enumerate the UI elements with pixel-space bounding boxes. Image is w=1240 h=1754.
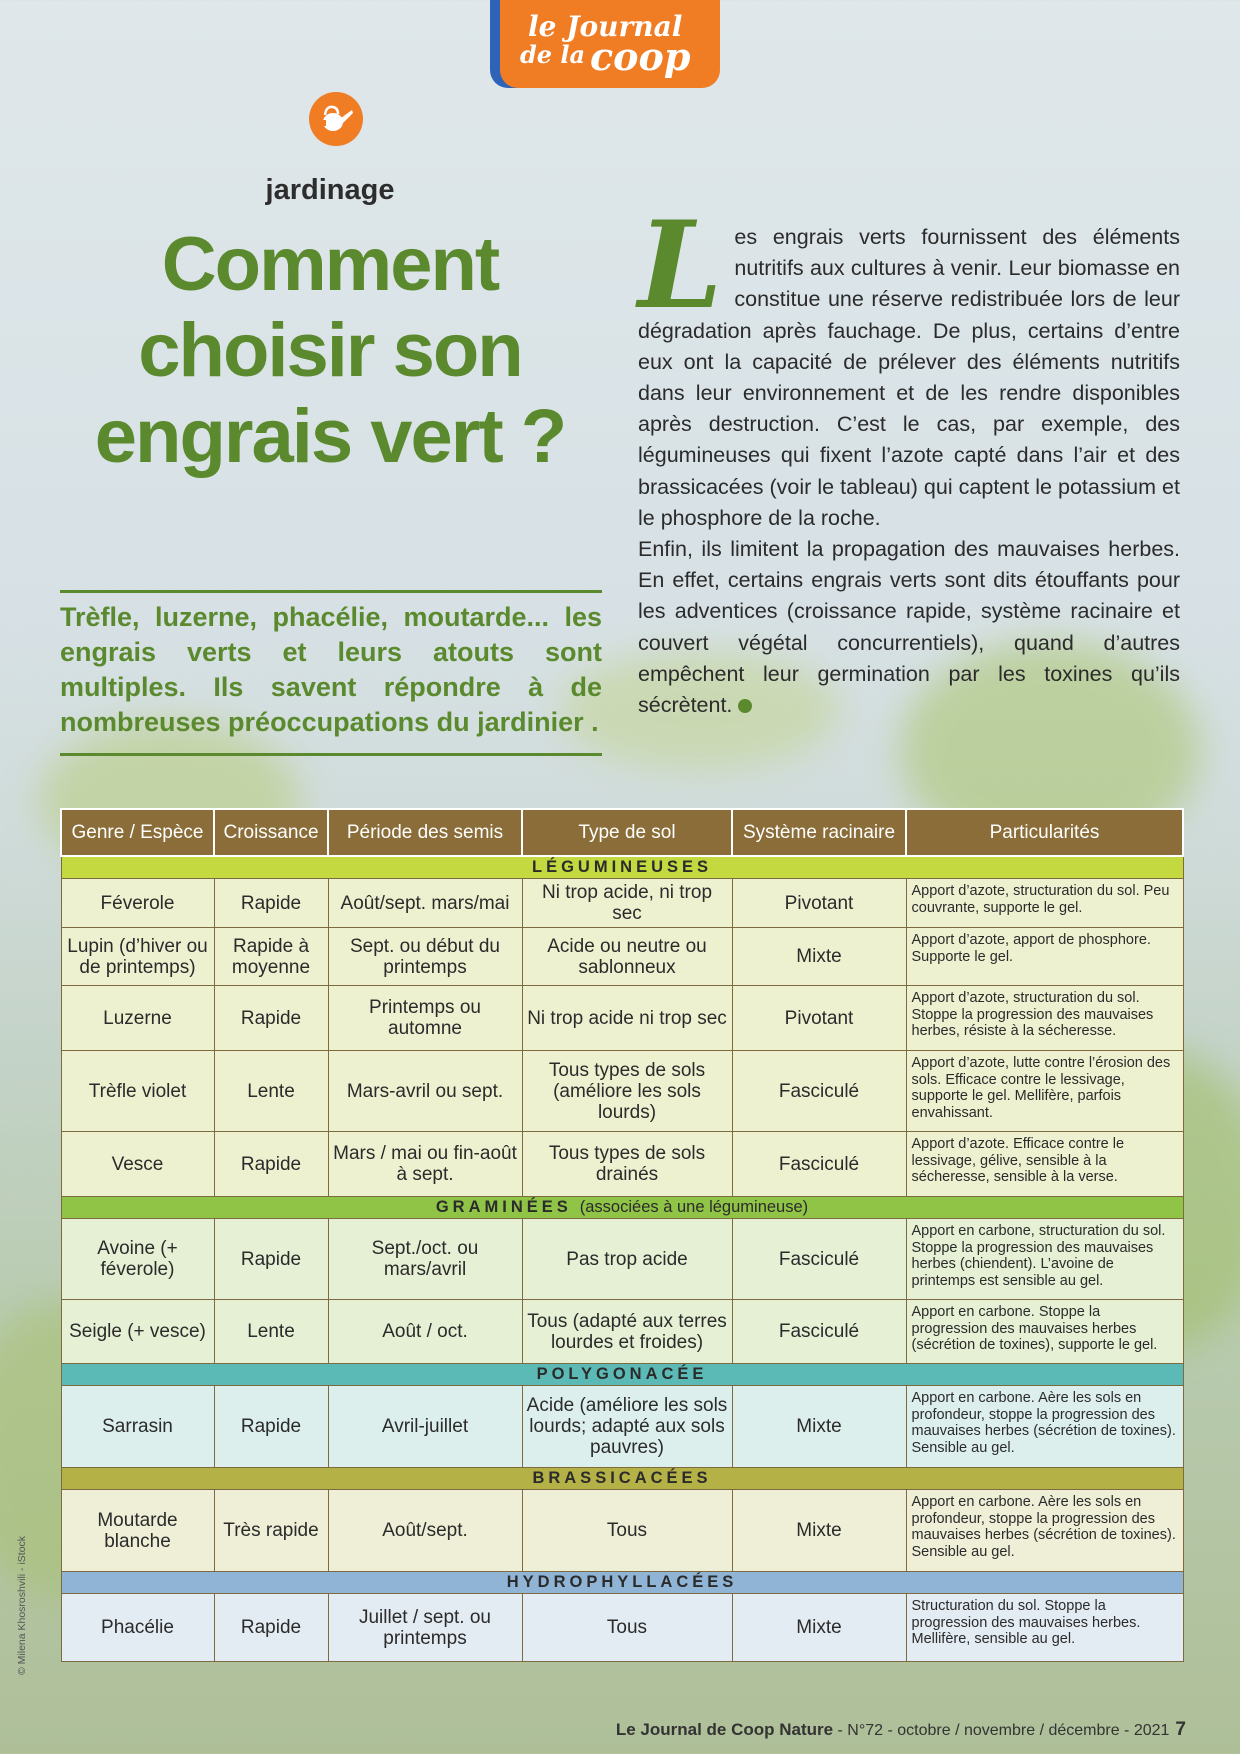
journal-logo [500,0,720,88]
table-row [61,1300,1183,1364]
cell-particularites: Apport en carbone. Stoppe la progression des mauvaises herbes (sécrétion de toxines), supporte le gel. [906,1300,1183,1364]
header-genre: Genre / Espèce [61,809,214,856]
header-particularites: Particularités [906,809,1183,856]
cell-espece: Sarrasin [61,1386,214,1468]
table-row [61,879,1183,928]
watering-can-icon [309,92,363,146]
header-type-sol: Type de sol [522,809,732,856]
cell-type-sol: Tous [522,1490,732,1572]
cell-espece: Moutarde blanche [61,1490,214,1572]
lead-bottom-rule [60,753,602,756]
logo-line1: le Journal [528,10,683,43]
cell-croissance: Rapide [214,986,328,1051]
cell-particularites: Apport en carbone, structuration du sol. Stoppe la progression des mauvaises herbes (chiendent). L’avoine de printemps est sensible au gel. [906,1219,1183,1300]
cell-type-sol: Tous types de sols drainés [522,1132,732,1197]
drop-cap: L [638,195,723,336]
body-paragraph-1: es engrais verts fournissent des éléments nutritifs aux cultures à venir. Leur biomasse en constitue une réserve redistribuée lors de leur dégradation après fauchage. De plus, certains d’entre eux ont la capacité de prélever des éléments nutritifs dans leur environnement et de les rendre disponibles après destruction. C’est le cas, par exemple, des légumineuses qui fixent l’azote capté dans l’air et des brassicacées (voir le tableau) qui captent le potassium et le phosphore de la roche. [638,225,1180,530]
cell-croissance: Rapide [214,879,328,928]
table-row [61,1594,1183,1662]
lead-top-rule [60,590,602,593]
group-label: BRASSICACÉES [532,1469,712,1487]
table-row [61,1386,1183,1468]
cell-croissance: Rapide [214,1219,328,1300]
cell-croissance: Rapide [214,1594,328,1662]
cell-particularites: Apport d’azote, structuration du sol. Peu couvrante, supporte le gel. [906,879,1183,928]
photo-credit: © Milena Khosroshvili - iStock [16,1535,28,1675]
cell-periode: Sept. ou début du printemps [328,928,522,986]
cell-croissance: Très rapide [214,1490,328,1572]
group-row-hydrophyllacees [61,1572,1183,1594]
cell-type-sol: Ni trop acide ni trop sec [522,986,732,1051]
group-label: GRAMINÉES [435,1198,572,1216]
cell-type-sol: Acide (améliore les sols lourds; adapté aux sols pauvres) [522,1386,732,1468]
group-row-brassicacees [61,1468,1183,1490]
cell-periode: Mars / mai ou fin-août à sept. [328,1132,522,1197]
cell-type-sol: Pas trop acide [522,1219,732,1300]
group-row-graminees [61,1197,1183,1219]
cell-periode: Juillet / sept. ou printemps [328,1594,522,1662]
cell-type-sol: Tous [522,1594,732,1662]
group-label: HYDROPHYLLACÉES [506,1573,738,1591]
cell-racinaire: Pivotant [732,879,906,928]
cell-type-sol: Acide ou neutre ou sablonneux [522,928,732,986]
lead-paragraph: Trèfle, luzerne, phacélie, moutarde... les engrais verts et leurs atouts sont multiples. Ils savent répondre à de nombreuses préoccupations du jardinier . [60,602,602,737]
table-row [61,1132,1183,1197]
cell-particularites: Apport d’azote. Efficace contre le lessivage, gélive, sensible à la sécheresse, sensible à la verse. [906,1132,1183,1197]
cell-racinaire: Fasciculé [732,1219,906,1300]
cell-racinaire: Mixte [732,928,906,986]
table-row [61,1051,1183,1132]
cell-croissance: Rapide [214,1386,328,1468]
logo-line3: coop [590,34,691,79]
cell-periode: Août/sept. [328,1490,522,1572]
cell-periode: Mars-avril ou sept. [328,1051,522,1132]
cell-periode: Août / oct. [328,1300,522,1364]
table-header-row [61,809,1183,856]
cell-periode: Sept./oct. ou mars/avril [328,1219,522,1300]
page-number: 7 [1175,1719,1186,1740]
table-row [61,1490,1183,1572]
cell-croissance: Rapide [214,1132,328,1197]
cell-espece: Avoine (+ féverole) [61,1219,214,1300]
cell-espece: Trèfle violet [61,1051,214,1132]
cell-type-sol: Ni trop acide, ni trop sec [522,879,732,928]
cell-particularites: Apport d’azote, lutte contre l’érosion des sols. Efficace contre le lessivage, supporte le gel. Mellifère, parfois envahissant. [906,1051,1183,1132]
cell-racinaire: Mixte [732,1386,906,1468]
cell-espece: Vesce [61,1132,214,1197]
cell-croissance: Lente [214,1051,328,1132]
footer-issue: - N°72 - octobre / novembre / décembre - 2021 [833,1722,1170,1739]
cell-croissance: Rapide à moyenne [214,928,328,986]
cell-espece: Luzerne [61,986,214,1051]
header-croissance: Croissance [214,809,328,856]
end-mark-icon [738,699,752,713]
green-manure-table [60,808,1184,1662]
table-row [61,1219,1183,1300]
cell-racinaire: Pivotant [732,986,906,1051]
cell-particularites: Apport d’azote, structuration du sol. Stoppe la progression des mauvaises herbes, résiste à la sécheresse. [906,986,1183,1051]
table-row [61,986,1183,1051]
header-systeme-racinaire: Système racinaire [732,809,906,856]
cell-type-sol: Tous (adapté aux terres lourdes et froides) [522,1300,732,1364]
cell-espece: Lupin (d’hiver ou de printemps) [61,928,214,986]
cell-croissance: Lente [214,1300,328,1364]
body-paragraph-2: Enfin, ils limitent la propagation des mauvaises herbes. En effet, certains engrais verts sont dits étouffants pour les adventices (croissance rapide, système racinaire et couvert végétal concurrentiels), quand d’autres empêchent leur germination par les toxines qu’ils sécrètent. [638,537,1180,718]
cell-periode: Août/sept. mars/mai [328,879,522,928]
group-note: (associées à une légumineuse) [579,1198,809,1216]
cell-espece: Phacélie [61,1594,214,1662]
group-row-legumineuses [61,856,1183,879]
cell-periode: Printemps ou automne [328,986,522,1051]
cell-particularites: Structuration du sol. Stoppe la progression des mauvaises herbes. Mellifère, sensible au gel. [906,1594,1183,1662]
cell-particularites: Apport d’azote, apport de phosphore. Supporte le gel. [906,928,1183,986]
cell-racinaire: Fasciculé [732,1300,906,1364]
footer-magazine: Le Journal de Coop Nature [615,1720,834,1739]
logo-line2: de la [520,40,586,69]
cell-type-sol: Tous types de sols (améliore les sols lourds) [522,1051,732,1132]
article-body [638,195,1180,721]
cell-racinaire: Mixte [732,1594,906,1662]
page-title: Comment choisir son engrais vert ? [94,222,566,479]
group-row-polygonacee [61,1364,1183,1386]
group-label: LÉGUMINEUSES [531,858,713,876]
cell-particularites: Apport en carbone. Aère les sols en profondeur, stoppe la progression des mauvaises herbes (sécrétion de toxines). Sensible au gel. [906,1490,1183,1572]
header-periode: Période des semis [328,809,522,856]
cell-racinaire: Mixte [732,1490,906,1572]
group-label: POLYGONACÉE [536,1365,708,1383]
cell-racinaire: Fasciculé [732,1051,906,1132]
cell-particularites: Apport en carbone. Aère les sols en profondeur, stoppe la progression des mauvaises herbes (sécrétion de toxines). Sensible au gel. [906,1386,1183,1468]
cell-espece: Féverole [61,879,214,928]
section-kicker: jardinage [265,174,395,206]
cell-racinaire: Fasciculé [732,1132,906,1197]
cell-espece: Seigle (+ vesce) [61,1300,214,1364]
cell-periode: Avril-juillet [328,1386,522,1468]
table-row [61,928,1183,986]
page-footer [616,1719,1186,1741]
